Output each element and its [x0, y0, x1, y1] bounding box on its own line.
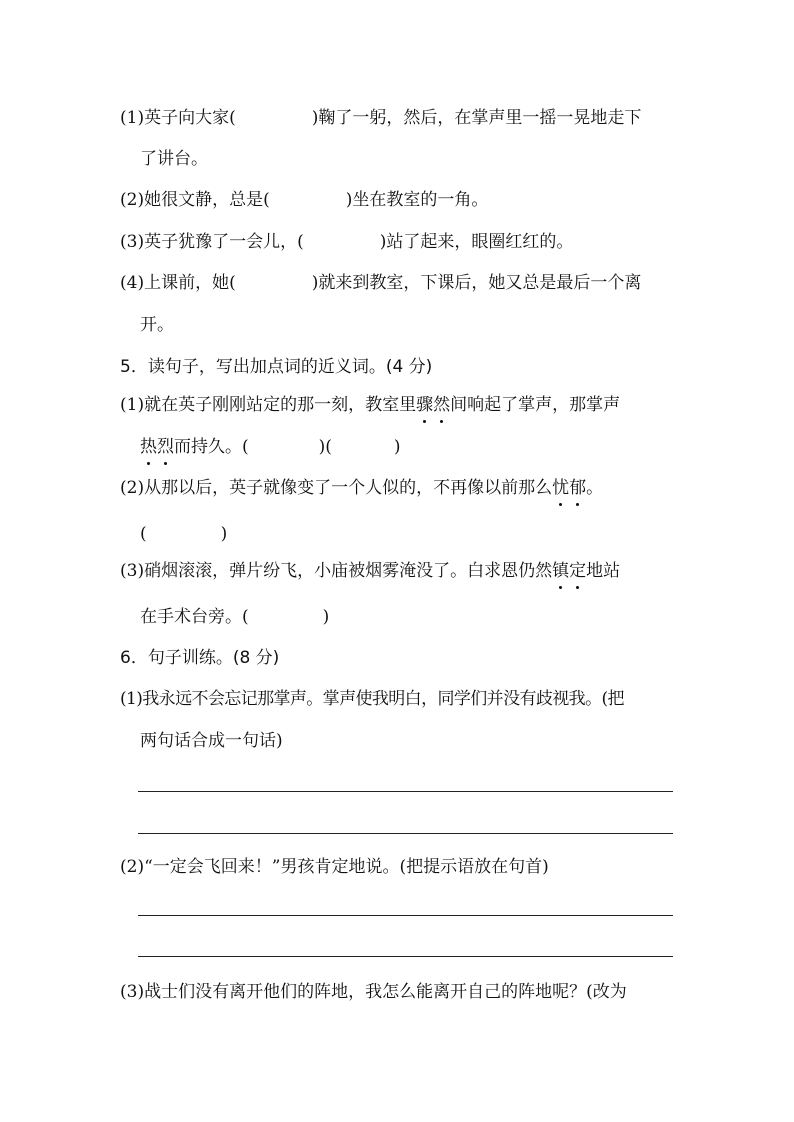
answer-line[interactable]	[138, 956, 673, 957]
q5-item-3-part-a: (3)硝烟滚滚，弹片纷飞，小庙被烟雾淹没了。白求恩仍然	[120, 561, 553, 581]
q4-item-4-line-1	[120, 272, 641, 294]
q5-item-1-part-c: 而持久。(	[174, 437, 249, 457]
q5-item-2-part-b: 。	[586, 478, 604, 498]
q5-item-1-part-b: 间响起了掌声，那掌声	[450, 395, 621, 415]
q5-item-2-line-2	[140, 523, 227, 545]
emphasis-dot-char: 骤	[416, 395, 434, 415]
q6-item-1-line-2	[140, 730, 283, 752]
q5-item-2-part-d: )	[220, 524, 228, 544]
q4-item-3	[120, 231, 573, 253]
q4-item-4-line-2	[140, 314, 174, 336]
q4-item-2-part-a: (2)她很文静，总是(	[120, 190, 270, 210]
q6-title: 6．句子训练。(8 分)	[120, 648, 280, 668]
q5-item-1-line-1	[120, 394, 620, 416]
q5-title: 5．读句子，写出加点词的近义词。(4 分)	[120, 357, 433, 377]
q4-item-1-part-a: (1)英子向大家(	[120, 108, 236, 128]
q4-item-4-part-c: 开。	[140, 315, 174, 335]
q5-item-2-part-a: (2)从那以后，英子就像变了一个人似的，不再像以前那么	[120, 478, 553, 498]
emphasis-dot-char: 忧	[552, 478, 570, 498]
emphasis-dot-char: 定	[569, 561, 587, 581]
q5-item-3-part-d: )	[322, 607, 330, 627]
q5-item-3-line-1	[120, 560, 620, 582]
q4-item-1-line-2	[140, 148, 208, 170]
q6-item-2: (2)“一定会飞回来！”男孩肯定地说。(把提示语放在句首)	[120, 857, 549, 877]
answer-line[interactable]	[138, 915, 673, 916]
q5-item-1-line-2	[140, 436, 401, 458]
q6-item-1-line-1	[120, 688, 624, 710]
q5-item-1-part-a: (1)就在英子刚刚站定的那一刻，教室里	[120, 395, 417, 415]
q5-item-3-line-2	[140, 606, 329, 628]
emphasis-dot-char: 镇	[552, 561, 570, 581]
emphasis-dot-char: 烈	[157, 437, 174, 457]
q6-item-3: (3)战士们没有离开他们的阵地，我怎么能离开自己的阵地呢？(改为	[120, 982, 627, 1002]
q5-item-2-line-1	[120, 477, 603, 499]
q4-item-2-part-b: )坐在教室的一角。	[345, 190, 489, 210]
q5-item-3-part-b: 地站	[586, 561, 621, 581]
q5-item-1-part-d: )(	[318, 437, 332, 457]
q6-item-1-part-a: (1)我永远不会忘记那掌声。掌声使我明白，同学们并没有歧视我。(把	[120, 689, 624, 709]
q4-item-1-part-c: 了讲台。	[140, 149, 208, 169]
emphasis-dot-char: 郁	[569, 478, 587, 498]
q4-item-4-part-a: (4)上课前，她(	[120, 273, 236, 293]
q5-item-1-part-e: )	[393, 437, 401, 457]
q4-item-1-line-1	[120, 107, 641, 129]
q6-item-1-part-b: 两句话合成一句话)	[140, 731, 283, 751]
q4-item-3-part-a: (3)英子犹豫了一会儿，(	[120, 232, 304, 252]
q4-item-3-part-b: )站了起来，眼圈红红的。	[379, 232, 574, 252]
q4-item-2	[120, 189, 488, 211]
emphasis-dot-char: 然	[433, 395, 451, 415]
answer-line[interactable]	[138, 833, 673, 834]
q4-item-1-part-b: )鞠了一躬，然后，在掌声里一摇一晃地走下	[311, 108, 642, 128]
emphasis-dot-char: 热	[140, 437, 157, 457]
q4-item-4-part-b: )就来到教室，下课后，她又总是最后一个离	[311, 273, 642, 293]
q5-item-2-part-c: (	[140, 524, 147, 544]
q5-item-3-part-c: 在手术台旁。(	[140, 607, 249, 627]
answer-line[interactable]	[138, 791, 673, 792]
